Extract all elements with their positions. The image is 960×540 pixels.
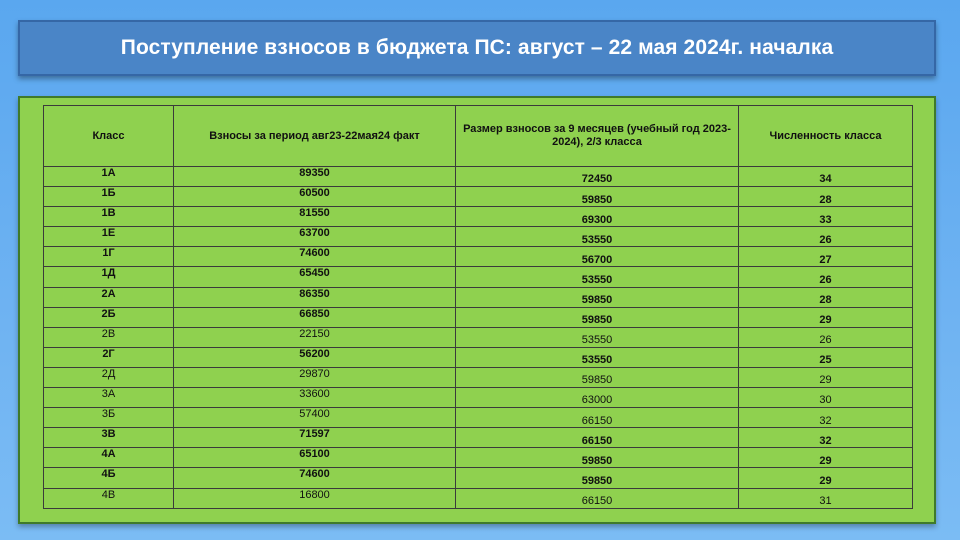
- table-row: [44, 287, 913, 307]
- cell-class: 2В: [44, 327, 174, 347]
- cell-count: 30: [739, 388, 913, 408]
- cell-class: 4В: [44, 488, 174, 508]
- table-row: [44, 488, 913, 508]
- cell-class: 1Е: [44, 227, 174, 247]
- cell-fact: 29870: [174, 367, 456, 387]
- cell-class: 2Б: [44, 307, 174, 327]
- cell-planned: 72450: [456, 167, 739, 187]
- cell-planned: 66150: [456, 428, 739, 448]
- table-header-row: [44, 106, 913, 167]
- cell-count: 34: [739, 167, 913, 187]
- cell-fact: 65450: [174, 267, 456, 287]
- header-class: Класс: [44, 106, 174, 167]
- table-row: [44, 428, 913, 448]
- table-row: [44, 327, 913, 347]
- header-planned: Размер взносов за 9 месяцев (учебный год 2023-2024), 2/3 класса: [456, 106, 739, 167]
- header-count: Численность класса: [739, 106, 913, 167]
- table-row: [44, 388, 913, 408]
- cell-count: 29: [739, 307, 913, 327]
- cell-count: 32: [739, 408, 913, 428]
- cell-planned: 59850: [456, 307, 739, 327]
- cell-count: 29: [739, 468, 913, 488]
- cell-planned: 56700: [456, 247, 739, 267]
- table-row: [44, 307, 913, 327]
- cell-count: 26: [739, 227, 913, 247]
- cell-fact: 16800: [174, 488, 456, 508]
- table-row: [44, 207, 913, 227]
- cell-fact: 74600: [174, 468, 456, 488]
- cell-class: 1Г: [44, 247, 174, 267]
- cell-class: 1Б: [44, 187, 174, 207]
- cell-fact: 65100: [174, 448, 456, 468]
- cell-fact: 86350: [174, 287, 456, 307]
- contributions-table: [43, 105, 913, 509]
- cell-fact: 71597: [174, 428, 456, 448]
- cell-planned: 59850: [456, 448, 739, 468]
- cell-planned: 66150: [456, 408, 739, 428]
- cell-planned: 66150: [456, 488, 739, 508]
- table-row: [44, 448, 913, 468]
- table-panel: [18, 96, 936, 524]
- cell-class: 3А: [44, 388, 174, 408]
- cell-class: 2А: [44, 287, 174, 307]
- cell-count: 28: [739, 187, 913, 207]
- cell-planned: 59850: [456, 187, 739, 207]
- cell-fact: 74600: [174, 247, 456, 267]
- cell-planned: 53550: [456, 327, 739, 347]
- cell-planned: 59850: [456, 287, 739, 307]
- cell-fact: 81550: [174, 207, 456, 227]
- cell-count: 33: [739, 207, 913, 227]
- table-body: [44, 167, 913, 509]
- cell-planned: 53550: [456, 347, 739, 367]
- cell-class: 3Б: [44, 408, 174, 428]
- cell-planned: 59850: [456, 367, 739, 387]
- cell-fact: 89350: [174, 167, 456, 187]
- cell-fact: 22150: [174, 327, 456, 347]
- cell-class: 1В: [44, 207, 174, 227]
- table-row: [44, 267, 913, 287]
- cell-planned: 59850: [456, 468, 739, 488]
- table-row: [44, 167, 913, 187]
- cell-planned: 69300: [456, 207, 739, 227]
- cell-class: 3В: [44, 428, 174, 448]
- table-row: [44, 187, 913, 207]
- cell-fact: 63700: [174, 227, 456, 247]
- title-banner: [18, 20, 936, 76]
- table-row: [44, 347, 913, 367]
- cell-class: 4А: [44, 448, 174, 468]
- cell-fact: 33600: [174, 388, 456, 408]
- cell-count: 29: [739, 367, 913, 387]
- cell-class: 4Б: [44, 468, 174, 488]
- cell-planned: 63000: [456, 388, 739, 408]
- cell-count: 25: [739, 347, 913, 367]
- cell-count: 26: [739, 327, 913, 347]
- cell-count: 28: [739, 287, 913, 307]
- cell-count: 27: [739, 247, 913, 267]
- cell-class: 2Д: [44, 367, 174, 387]
- page-title: Поступление взносов в бюджета ПС: август – 22 мая 2024г. началка: [120, 36, 834, 59]
- header-fact: Взносы за период авг23-22мая24 факт: [174, 106, 456, 167]
- cell-planned: 53550: [456, 227, 739, 247]
- cell-count: 29: [739, 448, 913, 468]
- cell-count: 26: [739, 267, 913, 287]
- cell-count: 32: [739, 428, 913, 448]
- cell-class: 1А: [44, 167, 174, 187]
- table-row: [44, 367, 913, 387]
- cell-class: 1Д: [44, 267, 174, 287]
- cell-count: 31: [739, 488, 913, 508]
- cell-fact: 60500: [174, 187, 456, 207]
- cell-fact: 56200: [174, 347, 456, 367]
- cell-fact: 57400: [174, 408, 456, 428]
- cell-planned: 53550: [456, 267, 739, 287]
- table-row: [44, 468, 913, 488]
- cell-fact: 66850: [174, 307, 456, 327]
- cell-class: 2Г: [44, 347, 174, 367]
- table-row: [44, 247, 913, 267]
- table-row: [44, 227, 913, 247]
- table-row: [44, 408, 913, 428]
